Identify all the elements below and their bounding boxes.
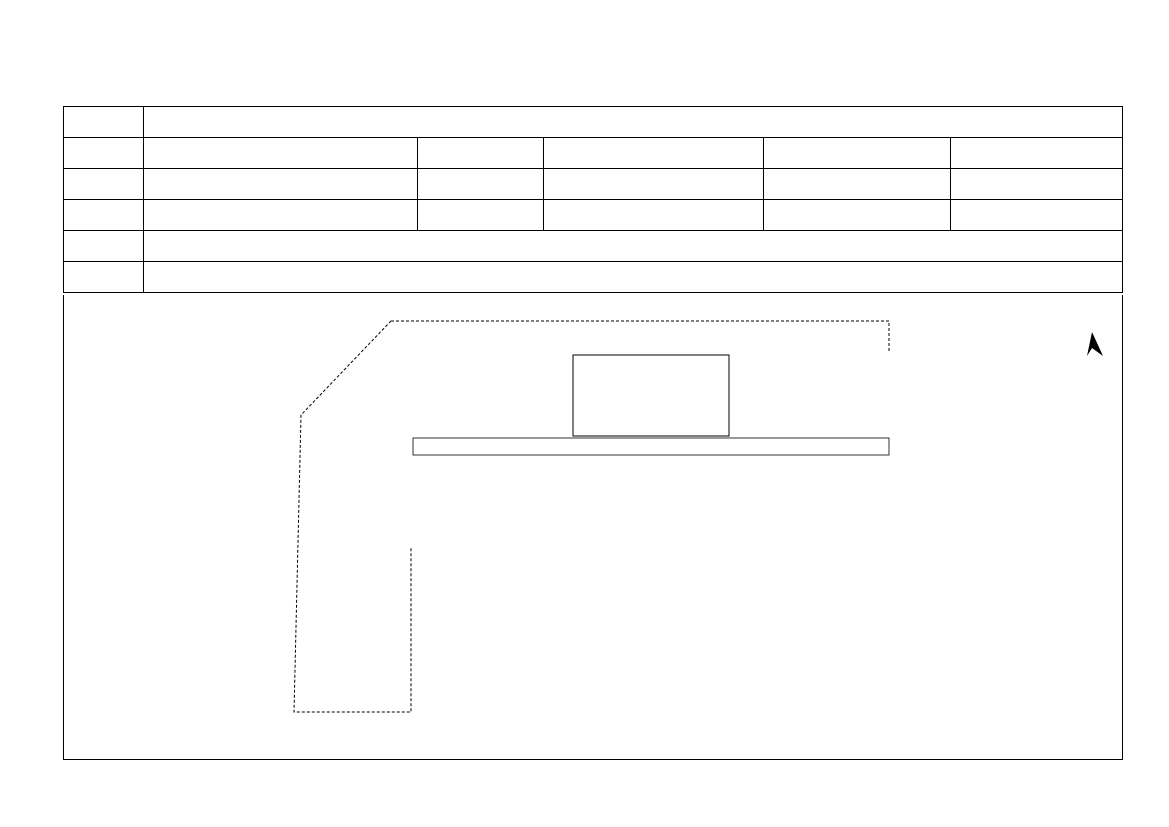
structure-label xyxy=(418,138,544,169)
project-value xyxy=(144,231,1123,262)
shared-area-label xyxy=(764,169,951,200)
inner-area-label xyxy=(764,138,951,169)
floor-value xyxy=(544,200,764,231)
survey-no-value xyxy=(144,138,418,169)
floors-label xyxy=(418,169,544,200)
parcel-code-value xyxy=(144,107,1123,138)
unit-value xyxy=(144,200,418,231)
location-value xyxy=(144,262,1123,293)
location-label xyxy=(64,262,144,293)
north-arrow-icon xyxy=(1087,332,1103,356)
building-area-value xyxy=(951,200,1123,231)
info-table xyxy=(63,106,1123,293)
project-label xyxy=(64,231,144,262)
survey-no-label xyxy=(64,138,144,169)
shared-area-value xyxy=(951,169,1123,200)
structure-value xyxy=(544,138,764,169)
building-area-label xyxy=(764,200,951,231)
parcel-code-label xyxy=(64,107,144,138)
floors-value xyxy=(544,169,764,200)
floor-plan xyxy=(64,295,1122,759)
building-label xyxy=(64,169,144,200)
floor-label xyxy=(418,200,544,231)
floor-plan-area xyxy=(63,295,1123,760)
unit-label xyxy=(64,200,144,231)
building-value xyxy=(144,169,418,200)
inner-area-value xyxy=(951,138,1123,169)
